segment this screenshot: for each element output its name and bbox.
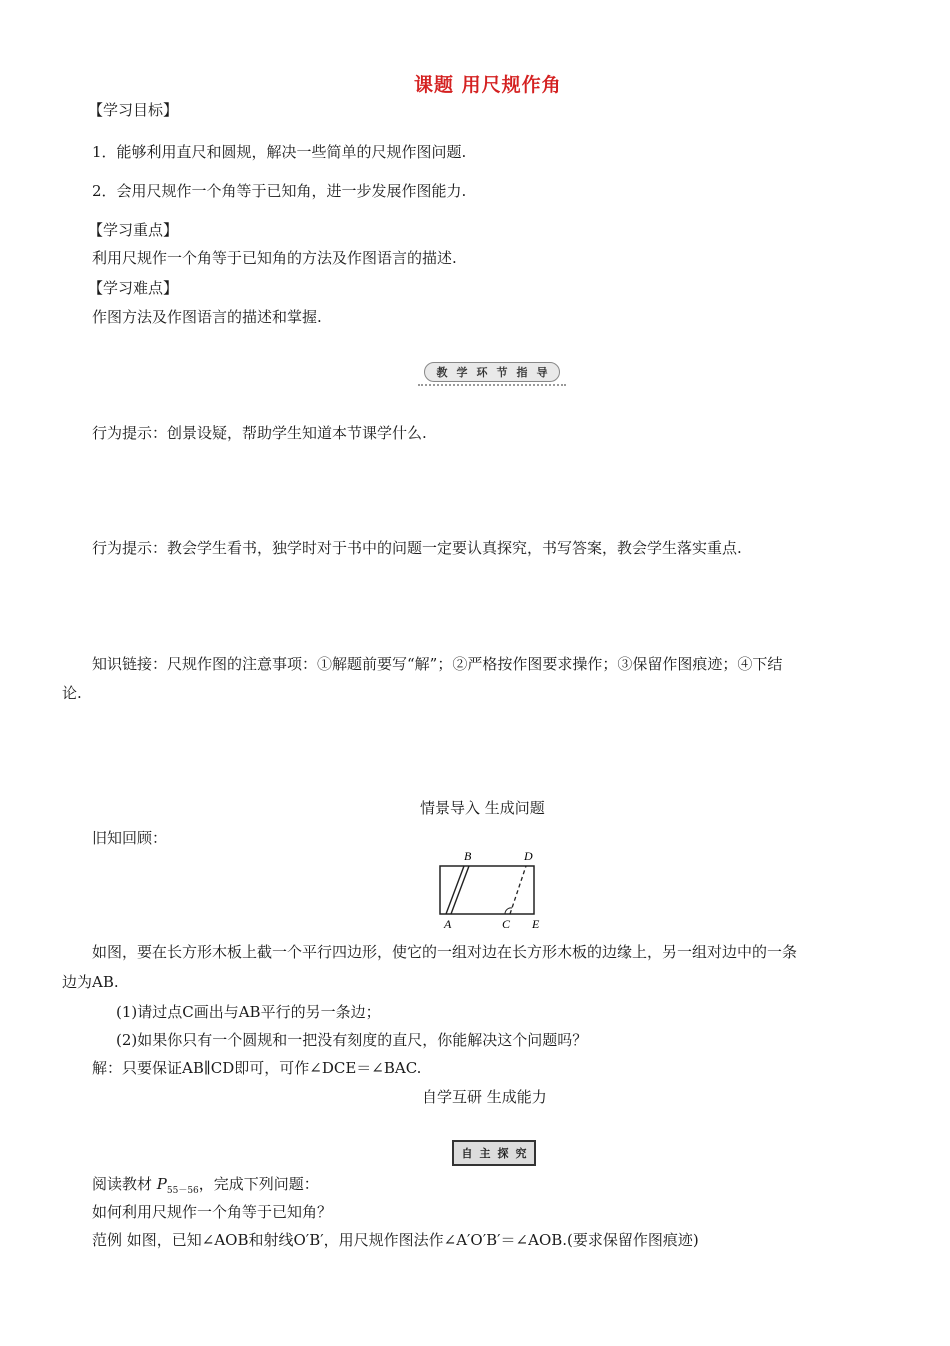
banner-char: 指	[516, 366, 528, 379]
objectives-label: 【学习目标】	[88, 101, 179, 119]
self-explore-banner	[452, 1140, 536, 1166]
banner-char: 探	[497, 1147, 509, 1160]
banner-char: 教	[436, 366, 448, 379]
knowledge-link-line2: 论.	[62, 684, 82, 702]
label-e: E	[532, 917, 540, 931]
reading-instruction	[92, 1174, 319, 1201]
reading-prefix: 阅读教材	[92, 1175, 157, 1193]
page-range: 55－56	[166, 1186, 199, 1196]
banner-char: 主	[479, 1147, 491, 1160]
behavior-hint-1: 行为提示：创景设疑，帮助学生知道本节课学什么.	[92, 424, 427, 442]
difficulty-text: 作图方法及作图语言的描述和掌握.	[92, 308, 322, 326]
knowledge-link-line1: 知识链接：尺规作图的注意事项：①解题前要写“解”；②严格按作图要求操作；③保留作图痕迹；④下结	[92, 655, 783, 673]
banner-char: 导	[536, 366, 548, 379]
parallelogram-figure	[432, 846, 552, 932]
section-heading-scene: 情景导入 生成问题	[420, 799, 545, 817]
keypoint-text: 利用尺规作一个角等于已知角的方法及作图语言的描述.	[92, 249, 457, 267]
question-2: (2)如果你只有一个圆规和一把没有刻度的直尺，你能解决这个问题吗？	[116, 1031, 588, 1049]
section-heading-self-study: 自学互研 生成能力	[422, 1088, 547, 1106]
example-text: 范例 如图，已知∠AOB和射线O′B′，用尺规作图法作∠A′O′B′＝∠AOB.(要求保留作图痕迹)	[92, 1231, 699, 1249]
banner-char: 自	[461, 1147, 473, 1160]
banner-char: 环	[476, 366, 488, 379]
label-d: D	[524, 849, 533, 863]
question-1: (1)请过点C画出与AB平行的另一条边；	[116, 1003, 381, 1021]
problem-line2: 边为AB.	[62, 973, 119, 991]
reading-suffix: ，完成下列问题：	[198, 1175, 319, 1193]
banner-char: 究	[515, 1147, 527, 1160]
objective-2: 2．会用尺规作一个角等于已知角，进一步发展作图能力.	[92, 182, 467, 200]
question-how: 如何利用尺规作一个角等于已知角？	[92, 1203, 333, 1221]
label-c: C	[502, 917, 511, 931]
segment-ab-outer	[446, 866, 464, 914]
teaching-guide-banner	[418, 360, 566, 386]
objective-1: 1．能够利用直尺和圆规，解决一些简单的尺规作图问题.	[92, 143, 467, 161]
behavior-hint-2: 行为提示：教会学生看书，独学时对于书中的问题一定要认真探究，书写答案，教会学生落实重点.	[92, 539, 742, 557]
dashed-segment-cd	[510, 866, 526, 914]
label-b: B	[464, 849, 472, 863]
review-label: 旧知回顾：	[92, 829, 168, 847]
page-variable: P	[156, 1175, 167, 1193]
keypoint-label: 【学习重点】	[88, 221, 179, 239]
page-title: 课题 用尺规作角	[414, 74, 562, 96]
solution: 解：只要保证AB∥CD即可，可作∠DCE＝∠BAC.	[92, 1059, 422, 1077]
difficulty-label: 【学习难点】	[88, 279, 179, 297]
banner-char: 节	[496, 366, 508, 379]
segment-ab-inner	[451, 866, 469, 914]
label-a: A	[444, 917, 452, 931]
problem-line1: 如图，要在长方形木板上截一个平行四边形，使它的一组对边在长方形木板的边缘上，另一组对边中的一条	[92, 943, 798, 961]
banner-char: 学	[456, 366, 468, 379]
